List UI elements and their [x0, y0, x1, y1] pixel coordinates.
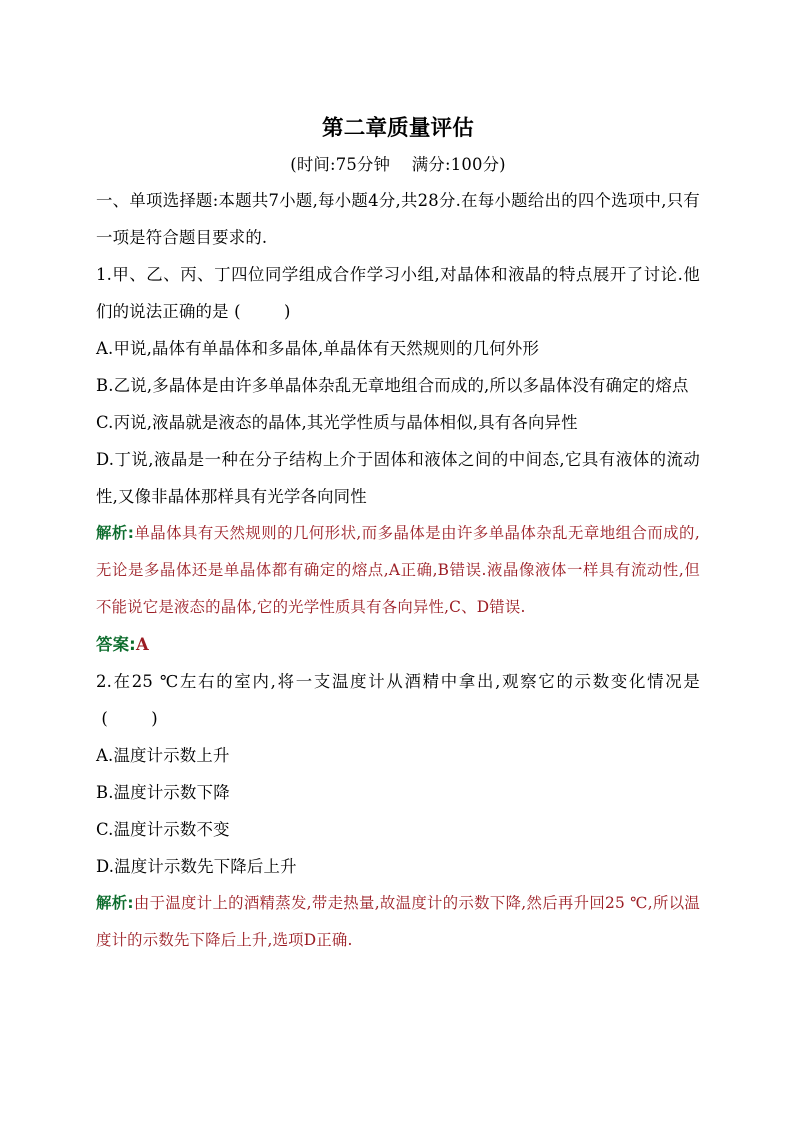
question-1-answer-value: A — [135, 635, 149, 654]
question-1-answer-blank: ( ) — [228, 302, 291, 321]
question-1-option-b: B.乙说,多晶体是由许多单晶体杂乱无章地组合而成的,所以多晶体没有确定的熔点 — [96, 376, 689, 395]
question-1-text: 1.甲、乙、丙、丁四位同学组成合作学习小组,对晶体和液晶的特点展开了讨论.他们的说法正确的是 — [96, 265, 700, 321]
question-1-stem — [96, 256, 700, 330]
question-2-option-d: D.温度计示数先下降后上升 — [96, 857, 297, 876]
exam-info: (时间:75分钟 满分:100分) — [290, 155, 506, 174]
question-1-option-c: C.丙说,液晶就是液态的晶体,其光学性质与晶体相似,具有各向异性 — [96, 413, 578, 432]
question-2-stem — [96, 663, 700, 737]
question-2-option-c: C.温度计示数不变 — [96, 820, 230, 839]
question-2-option-b: B.温度计示数下降 — [96, 783, 230, 802]
analysis-label: 解析: — [96, 524, 135, 542]
question-1-option-a: A.甲说,晶体有单晶体和多晶体,单晶体有天然规则的几何外形 — [96, 339, 540, 358]
question-1-answer — [96, 626, 700, 663]
question-2-answer-blank: ( ) — [96, 709, 158, 728]
question-2-analysis-text: 由于温度计上的酒精蒸发,带走热量,故温度计的示数下降,然后再升回25 ℃,所以温度计的示数先下降后上升,选项D正确. — [96, 894, 700, 949]
question-2-analysis — [96, 885, 700, 959]
question-1-analysis — [96, 515, 700, 626]
question-2-option-a: A.温度计示数上升 — [96, 746, 230, 765]
section-heading: 一、单项选择题:本题共7小题,每小题4分,共28分.在每小题给出的四个选项中,只有一项是符合题目要求的. — [96, 191, 700, 247]
document-page — [96, 112, 700, 959]
answer-label: 答案: — [96, 635, 136, 654]
analysis-label: 解析: — [96, 894, 134, 912]
question-2-text: 2.在25 ℃左右的室内,将一支温度计从酒精中拿出,观察它的示数变化情况是 — [96, 672, 700, 691]
question-1-option-d: D.丁说,液晶是一种在分子结构上介于固体和液体之间的中间态,它具有液体的流动性,又像非晶体那样具有光学各向同性 — [96, 450, 700, 506]
page-title: 第二章质量评估 — [322, 116, 474, 141]
question-1-analysis-text: 单晶体具有天然规则的几何形状,而多晶体是由许多单晶体杂乱无章地组合而成的,无论是多晶体还是单晶体都有确定的熔点,A正确,B错误.液晶像液体一样具有流动性,但不能说它是液态的晶体,它的光学性质具有各向异性,C、D错误. — [96, 524, 701, 616]
